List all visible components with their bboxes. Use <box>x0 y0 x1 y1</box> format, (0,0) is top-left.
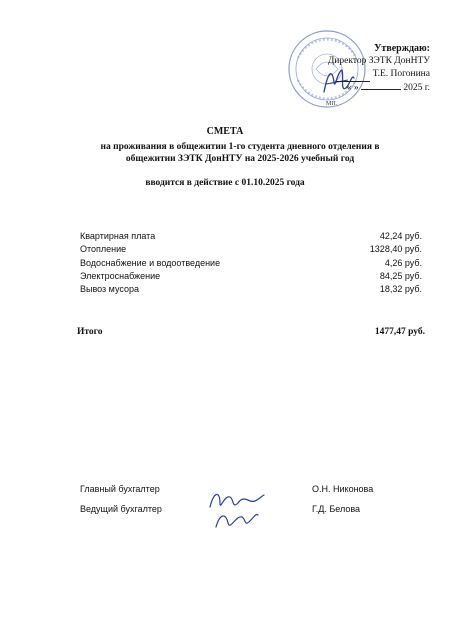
item-amount: 18,32 руб. <box>379 284 422 295</box>
total-row <box>77 327 425 337</box>
item-name: Квартирная плата <box>80 231 156 241</box>
list-item <box>80 270 422 283</box>
item-amount: 4,26 руб. <box>384 257 422 268</box>
item-amount: 84,25 руб. <box>379 270 422 281</box>
item-name: Вывоз мусора <box>80 284 139 295</box>
item-name: Водоснабжение и водоотведение <box>80 257 221 268</box>
item-amount: 1328,40 руб. <box>369 244 422 255</box>
item-name: Отопление <box>80 244 127 255</box>
approval-position: Директор ЗЭТК ДонНТУ <box>327 56 430 66</box>
signer-name: Г.Д. Белова <box>312 504 361 514</box>
list-item <box>80 243 422 256</box>
total-label: Итого <box>77 327 103 337</box>
signer-position: Главный бухгалтер <box>80 484 160 494</box>
approval-name: Т.Е. Погонина <box>372 69 430 79</box>
document-title: СМЕТА <box>206 126 244 137</box>
signer-name: О.Н. Никонова <box>312 484 374 494</box>
stamp-label: МП. <box>326 101 338 107</box>
effective-date: вводится в действие с 01.10.2025 года <box>145 178 305 188</box>
director-signature-line <box>336 68 370 82</box>
signature-row <box>80 504 410 538</box>
document-subtitle: на проживания в общежитии 1-го студента дневного отделения в общежитии ЗЭТК ДонНТУ на 2025-2026 учебный год <box>100 142 380 164</box>
list-item <box>80 257 422 270</box>
approval-date-year: 2025 г. <box>403 83 430 93</box>
signer-position: Ведущий бухгалтер <box>80 504 162 514</box>
list-item <box>80 230 422 243</box>
item-amount: 42,24 руб. <box>379 231 422 241</box>
approval-date-day: « » <box>346 83 359 93</box>
signatures-block <box>80 484 410 538</box>
cost-items-list <box>80 230 422 296</box>
approval-block <box>280 42 430 107</box>
approval-date-month <box>361 89 401 90</box>
approval-heading: Утверждаю: <box>374 43 430 54</box>
item-name: Электроснабжение <box>80 270 161 281</box>
list-item <box>80 283 422 296</box>
total-amount: 1477,47 руб. <box>374 327 425 337</box>
